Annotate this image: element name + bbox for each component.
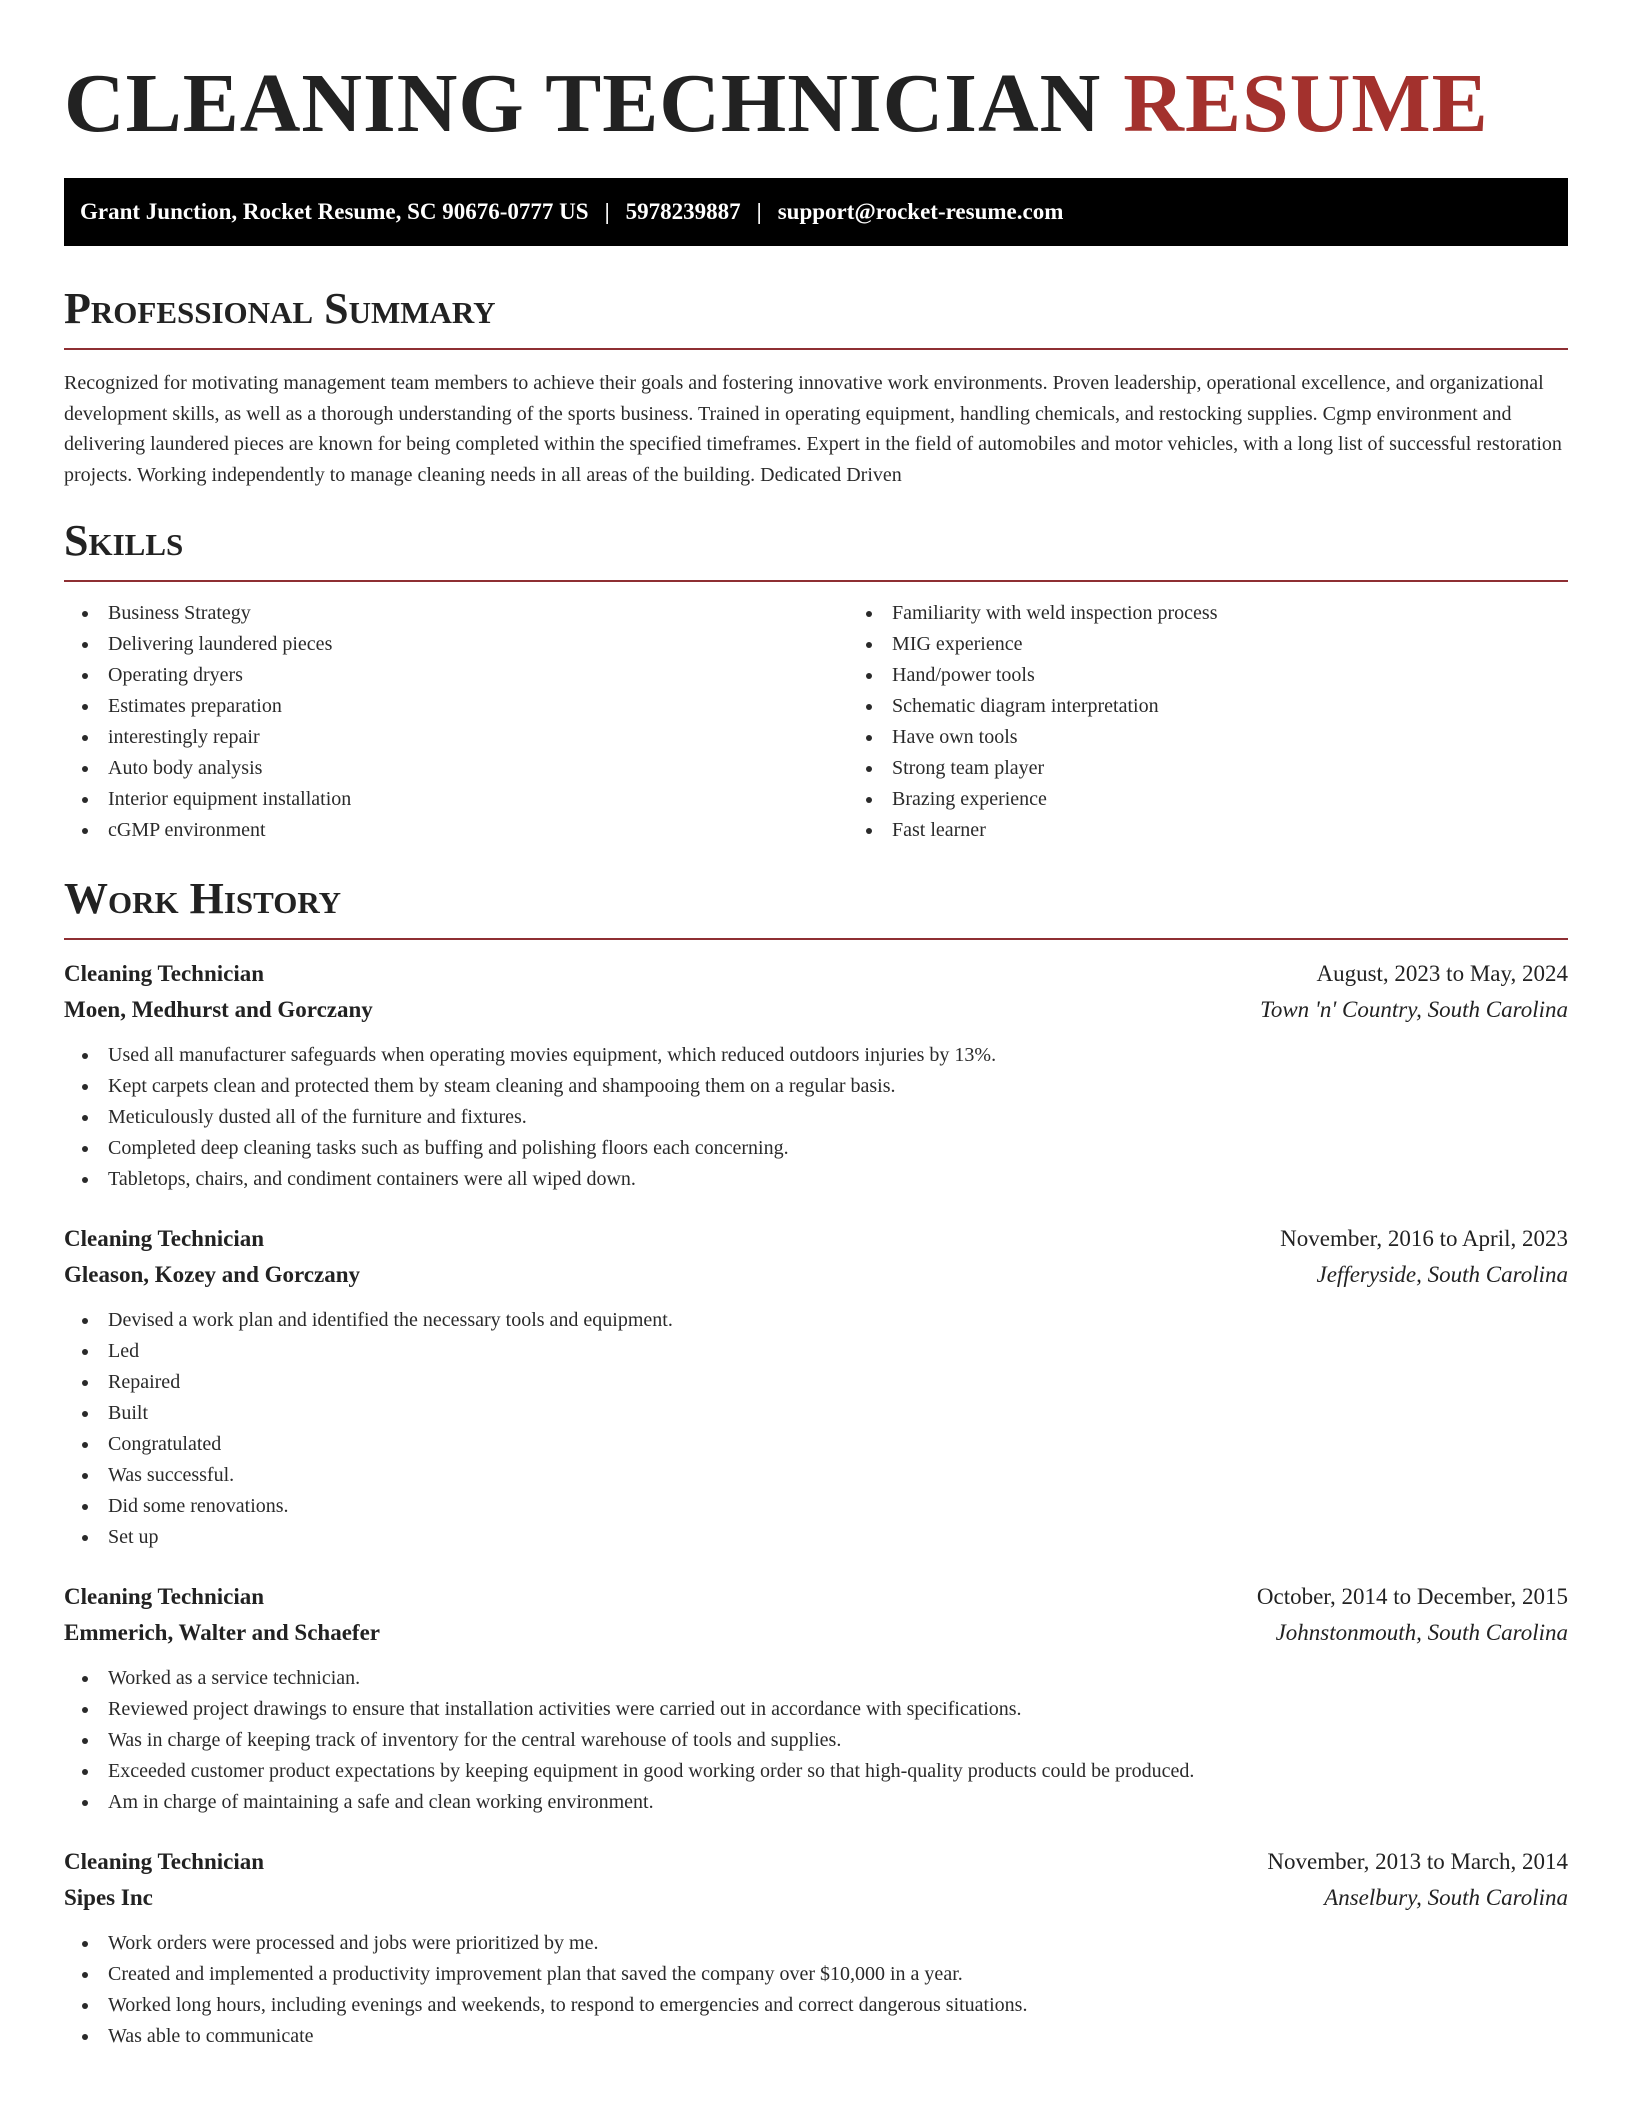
job-bullet: Reviewed project drawings to ensure that installation activities were carried out in accordance with specifications. <box>108 1694 1568 1725</box>
job-location: Anselbury, South Carolina <box>1324 1885 1568 1910</box>
job-bullet: Repaired <box>108 1367 1568 1398</box>
skill-item: Strong team player <box>892 753 1632 784</box>
job-title: Cleaning Technician <box>64 1584 265 1609</box>
job-bullet: Was able to communicate <box>108 2021 1568 2052</box>
job-company: Sipes Inc <box>64 1885 153 1910</box>
job-dates: November, 2016 to April, 2023 <box>1280 1226 1568 1251</box>
contact-address: Grant Junction, Rocket Resume, SC 90676-0777 US <box>80 199 589 224</box>
contact-phone: 5978239887 <box>625 199 741 224</box>
job-entry <box>64 956 1568 1195</box>
job-location: Town 'n' Country, South Carolina <box>1260 997 1568 1022</box>
job-company-row <box>64 1257 1568 1293</box>
work-history-heading: Work History <box>64 874 342 923</box>
job-dates: August, 2023 to May, 2024 <box>1316 961 1568 986</box>
job-location: Johnstonmouth, South Carolina <box>1275 1620 1568 1645</box>
skill-item: Have own tools <box>892 722 1632 753</box>
job-header-row <box>64 1221 1568 1257</box>
job-entry <box>64 1221 1568 1553</box>
job-title: Cleaning Technician <box>64 1226 265 1251</box>
job-bullet: Created and implemented a productivity improvement plan that saved the company over $10,000 in a year. <box>108 1959 1568 1990</box>
section-divider <box>64 938 1568 940</box>
job-bullet: Exceeded customer product expectations by keeping equipment in good working order so that high-quality products could be produced. <box>108 1756 1568 1787</box>
job-bullet: Congratulated <box>108 1429 1568 1460</box>
skill-item: Fast learner <box>892 815 1632 846</box>
job-bullet: Did some renovations. <box>108 1491 1568 1522</box>
job-bullet: Work orders were processed and jobs were prioritized by me. <box>108 1928 1568 1959</box>
skill-item: Schematic diagram interpretation <box>892 691 1632 722</box>
job-bullet: Was successful. <box>108 1460 1568 1491</box>
skills-section <box>64 516 1568 846</box>
summary-heading: Professional Summary <box>64 284 496 333</box>
job-header-row <box>64 1844 1568 1880</box>
resume-title-accent: RESUME <box>1123 57 1489 150</box>
job-bullet: Set up <box>108 1522 1568 1553</box>
job-company: Emmerich, Walter and Schaefer <box>64 1620 380 1645</box>
job-company-row <box>64 1615 1568 1651</box>
job-bullets <box>64 1305 1568 1553</box>
section-divider <box>64 580 1568 582</box>
skill-item: Estimates preparation <box>108 691 848 722</box>
skills-list-left <box>64 598 848 846</box>
skill-item: MIG experience <box>892 629 1632 660</box>
job-bullet: Am in charge of maintaining a safe and clean working environment. <box>108 1787 1568 1818</box>
resume-title <box>64 56 1568 152</box>
job-bullet: Meticulously dusted all of the furniture and fixtures. <box>108 1102 1568 1133</box>
job-title: Cleaning Technician <box>64 1849 265 1874</box>
skill-item: interestingly repair <box>108 722 848 753</box>
skill-item: Operating dryers <box>108 660 848 691</box>
job-header-row <box>64 1579 1568 1615</box>
contact-separator: | <box>756 199 762 224</box>
skills-heading: Skills <box>64 516 184 565</box>
job-bullet: Built <box>108 1398 1568 1429</box>
job-company: Moen, Medhurst and Gorczany <box>64 997 373 1022</box>
job-bullets <box>64 1040 1568 1195</box>
job-company-row <box>64 1880 1568 1916</box>
job-company: Gleason, Kozey and Gorczany <box>64 1262 361 1287</box>
job-title: Cleaning Technician <box>64 961 265 986</box>
skill-item: Brazing experience <box>892 784 1632 815</box>
job-bullet: Kept carpets clean and protected them by steam cleaning and shampooing them on a regular basis. <box>108 1071 1568 1102</box>
summary-section <box>64 284 1568 490</box>
section-divider <box>64 348 1568 350</box>
job-bullet: Devised a work plan and identified the necessary tools and equipment. <box>108 1305 1568 1336</box>
job-location: Jefferyside, South Carolina <box>1316 1262 1568 1287</box>
skills-list-right <box>848 598 1632 846</box>
summary-text: Recognized for motivating management team members to achieve their goals and fostering innovative work environments. Proven leadership, operational excellence, and organizational development skills, as well as a thorough understanding of the sports business. Trained in operating equipment, handling chemicals, and restocking supplies. Cgmp environment and delivering laundered pieces are known for being completed within the specified timeframes. Expert in the field of automobiles and motor vehicles, with a long list of successful restoration projects. Working independently to manage cleaning needs in all areas of the building. Dedicated Driven <box>64 372 1562 486</box>
job-bullet: Led <box>108 1336 1568 1367</box>
skill-item: Auto body analysis <box>108 753 848 784</box>
job-bullet: Completed deep cleaning tasks such as buffing and polishing floors each concerning. <box>108 1133 1568 1164</box>
work-history-section <box>64 874 1568 2052</box>
job-dates: November, 2013 to March, 2014 <box>1267 1849 1568 1874</box>
job-header-row <box>64 956 1568 992</box>
contact-separator: | <box>604 199 610 224</box>
skill-item: Familiarity with weld inspection process <box>892 598 1632 629</box>
skill-item: cGMP environment <box>108 815 848 846</box>
skill-item: Interior equipment installation <box>108 784 848 815</box>
contact-bar <box>64 178 1568 246</box>
contact-email: support@rocket-resume.com <box>777 199 1064 224</box>
job-entry <box>64 1579 1568 1818</box>
job-entry <box>64 1844 1568 2052</box>
job-bullet: Was in charge of keeping track of inventory for the central warehouse of tools and supplies. <box>108 1725 1568 1756</box>
resume-title-main: CLEANING TECHNICIAN <box>64 57 1102 150</box>
job-bullet: Tabletops, chairs, and condiment containers were all wiped down. <box>108 1164 1568 1195</box>
job-company-row <box>64 992 1568 1028</box>
skills-grid <box>64 598 1568 846</box>
job-bullets <box>64 1928 1568 2052</box>
job-dates: October, 2014 to December, 2015 <box>1256 1584 1568 1609</box>
skill-item: Hand/power tools <box>892 660 1632 691</box>
job-bullets <box>64 1663 1568 1818</box>
job-bullet: Worked long hours, including evenings and weekends, to respond to emergencies and correct dangerous situations. <box>108 1990 1568 2021</box>
skill-item: Business Strategy <box>108 598 848 629</box>
skill-item: Delivering laundered pieces <box>108 629 848 660</box>
job-bullet: Used all manufacturer safeguards when operating movies equipment, which reduced outdoors injuries by 13%. <box>108 1040 1568 1071</box>
job-bullet: Worked as a service technician. <box>108 1663 1568 1694</box>
